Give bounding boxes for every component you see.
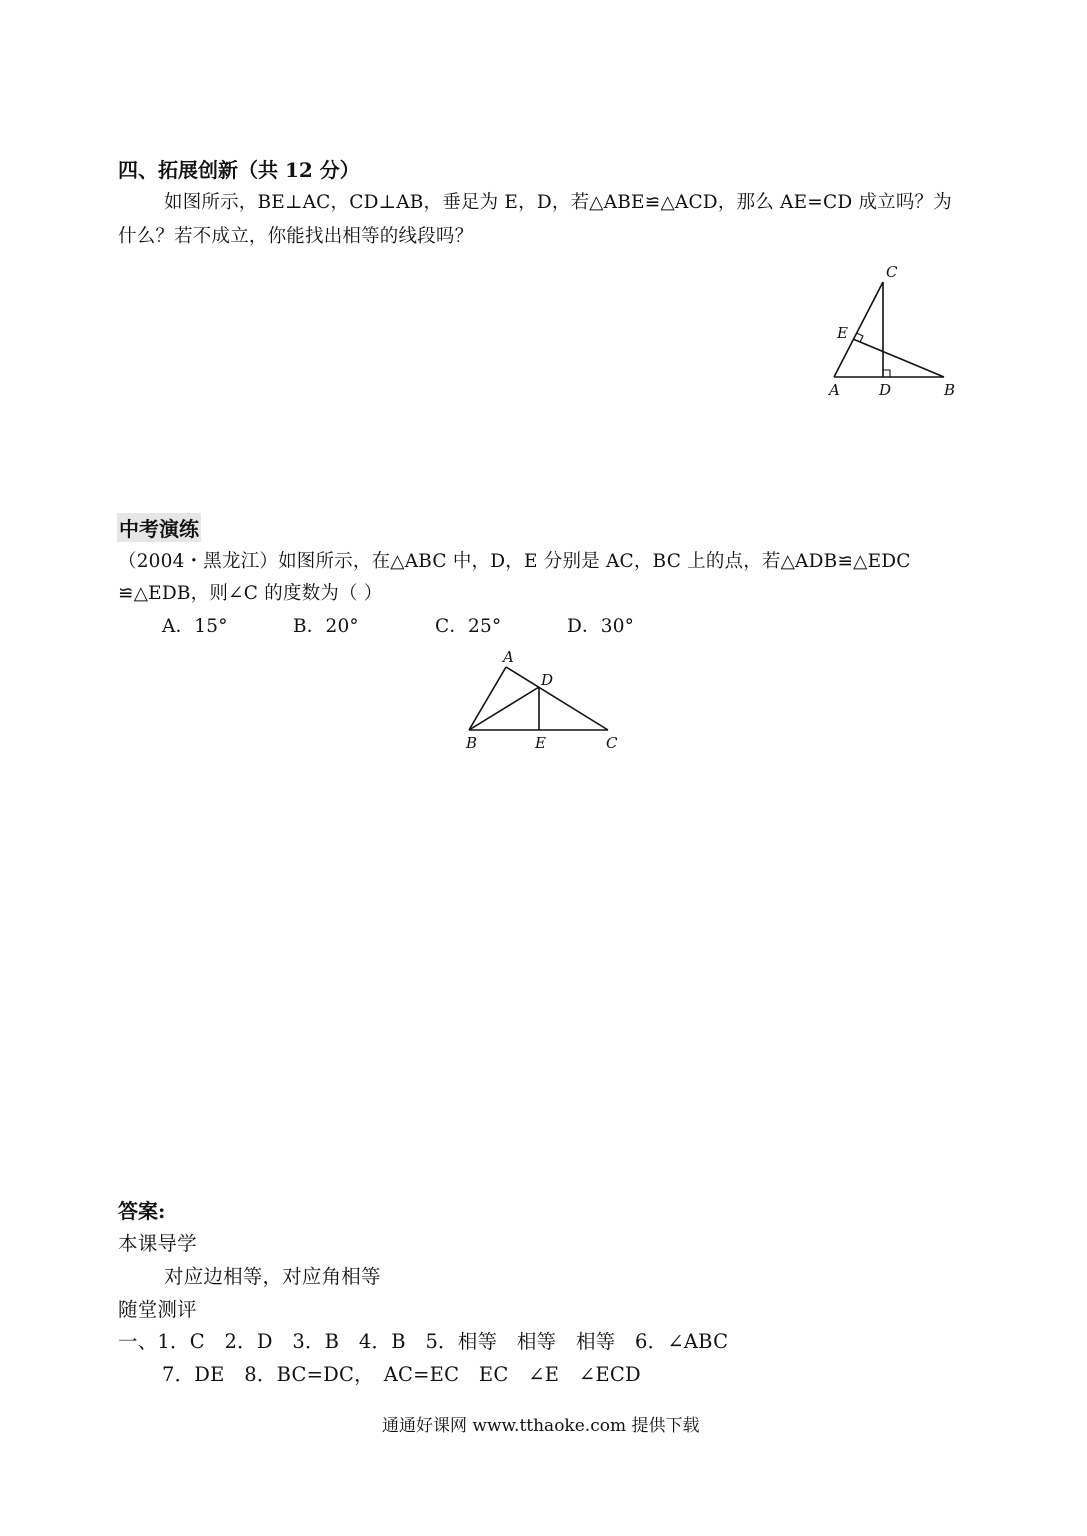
figure-2-triangle: [455, 640, 635, 755]
seg-BA: [469, 667, 506, 730]
label-E: E: [535, 734, 546, 752]
right-angle-D: [883, 370, 890, 377]
answers-sub1-text: 对应边相等，对应角相等: [164, 1265, 381, 1288]
label-E: E: [837, 324, 848, 342]
section4-question-line2: 什么？若不成立，你能找出相等的线段吗？: [118, 226, 474, 247]
exam-question-line1: （2004・黑龙江）如图所示，在△ABC 中，D，E 分别是 AC，BC 上的点，若△ADB≌△EDC: [118, 551, 911, 572]
label-D: D: [541, 671, 554, 689]
section4-question-line1: 如图所示，BE⊥AC，CD⊥AB，垂足为 E，D，若△ABE≌△ACD，那么 AE=CD 成立吗？为: [164, 192, 952, 213]
seg-BE: [853, 339, 944, 377]
label-C: C: [606, 734, 618, 752]
figure-1-triangle: [820, 258, 970, 408]
option-a: A．15°: [162, 616, 228, 637]
seg-BD: [469, 687, 539, 730]
answers-sub2: 随堂测评: [118, 1298, 197, 1321]
exam-question-line2: ≌△EDB，则∠C 的度数为（ ）: [118, 583, 383, 604]
option-b: B．20°: [293, 616, 359, 637]
answers-line1: 一、1．C 2．D 3．B 4．B 5．相等 相等 相等 6．∠ABC: [118, 1330, 729, 1353]
answers-line2: 7．DE 8．BC=DC， AC=EC EC ∠E ∠ECD: [162, 1363, 641, 1386]
option-d: D．30°: [567, 616, 635, 637]
answers-sub1: 本课导学: [118, 1232, 197, 1255]
section4-heading: 四、拓展创新（共 12 分）: [118, 158, 360, 182]
label-D: D: [879, 381, 892, 399]
label-C: C: [886, 263, 898, 281]
label-A: A: [503, 648, 514, 666]
option-c: C．25°: [435, 616, 502, 637]
answers-heading: 答案:: [118, 1199, 166, 1223]
label-B: B: [944, 381, 956, 399]
label-A: A: [829, 381, 840, 399]
exam-heading: 中考演练: [117, 513, 201, 542]
footer-text: 通通好课网 www.tthaoke.com 提供下载: [382, 1416, 700, 1436]
label-B: B: [466, 734, 478, 752]
